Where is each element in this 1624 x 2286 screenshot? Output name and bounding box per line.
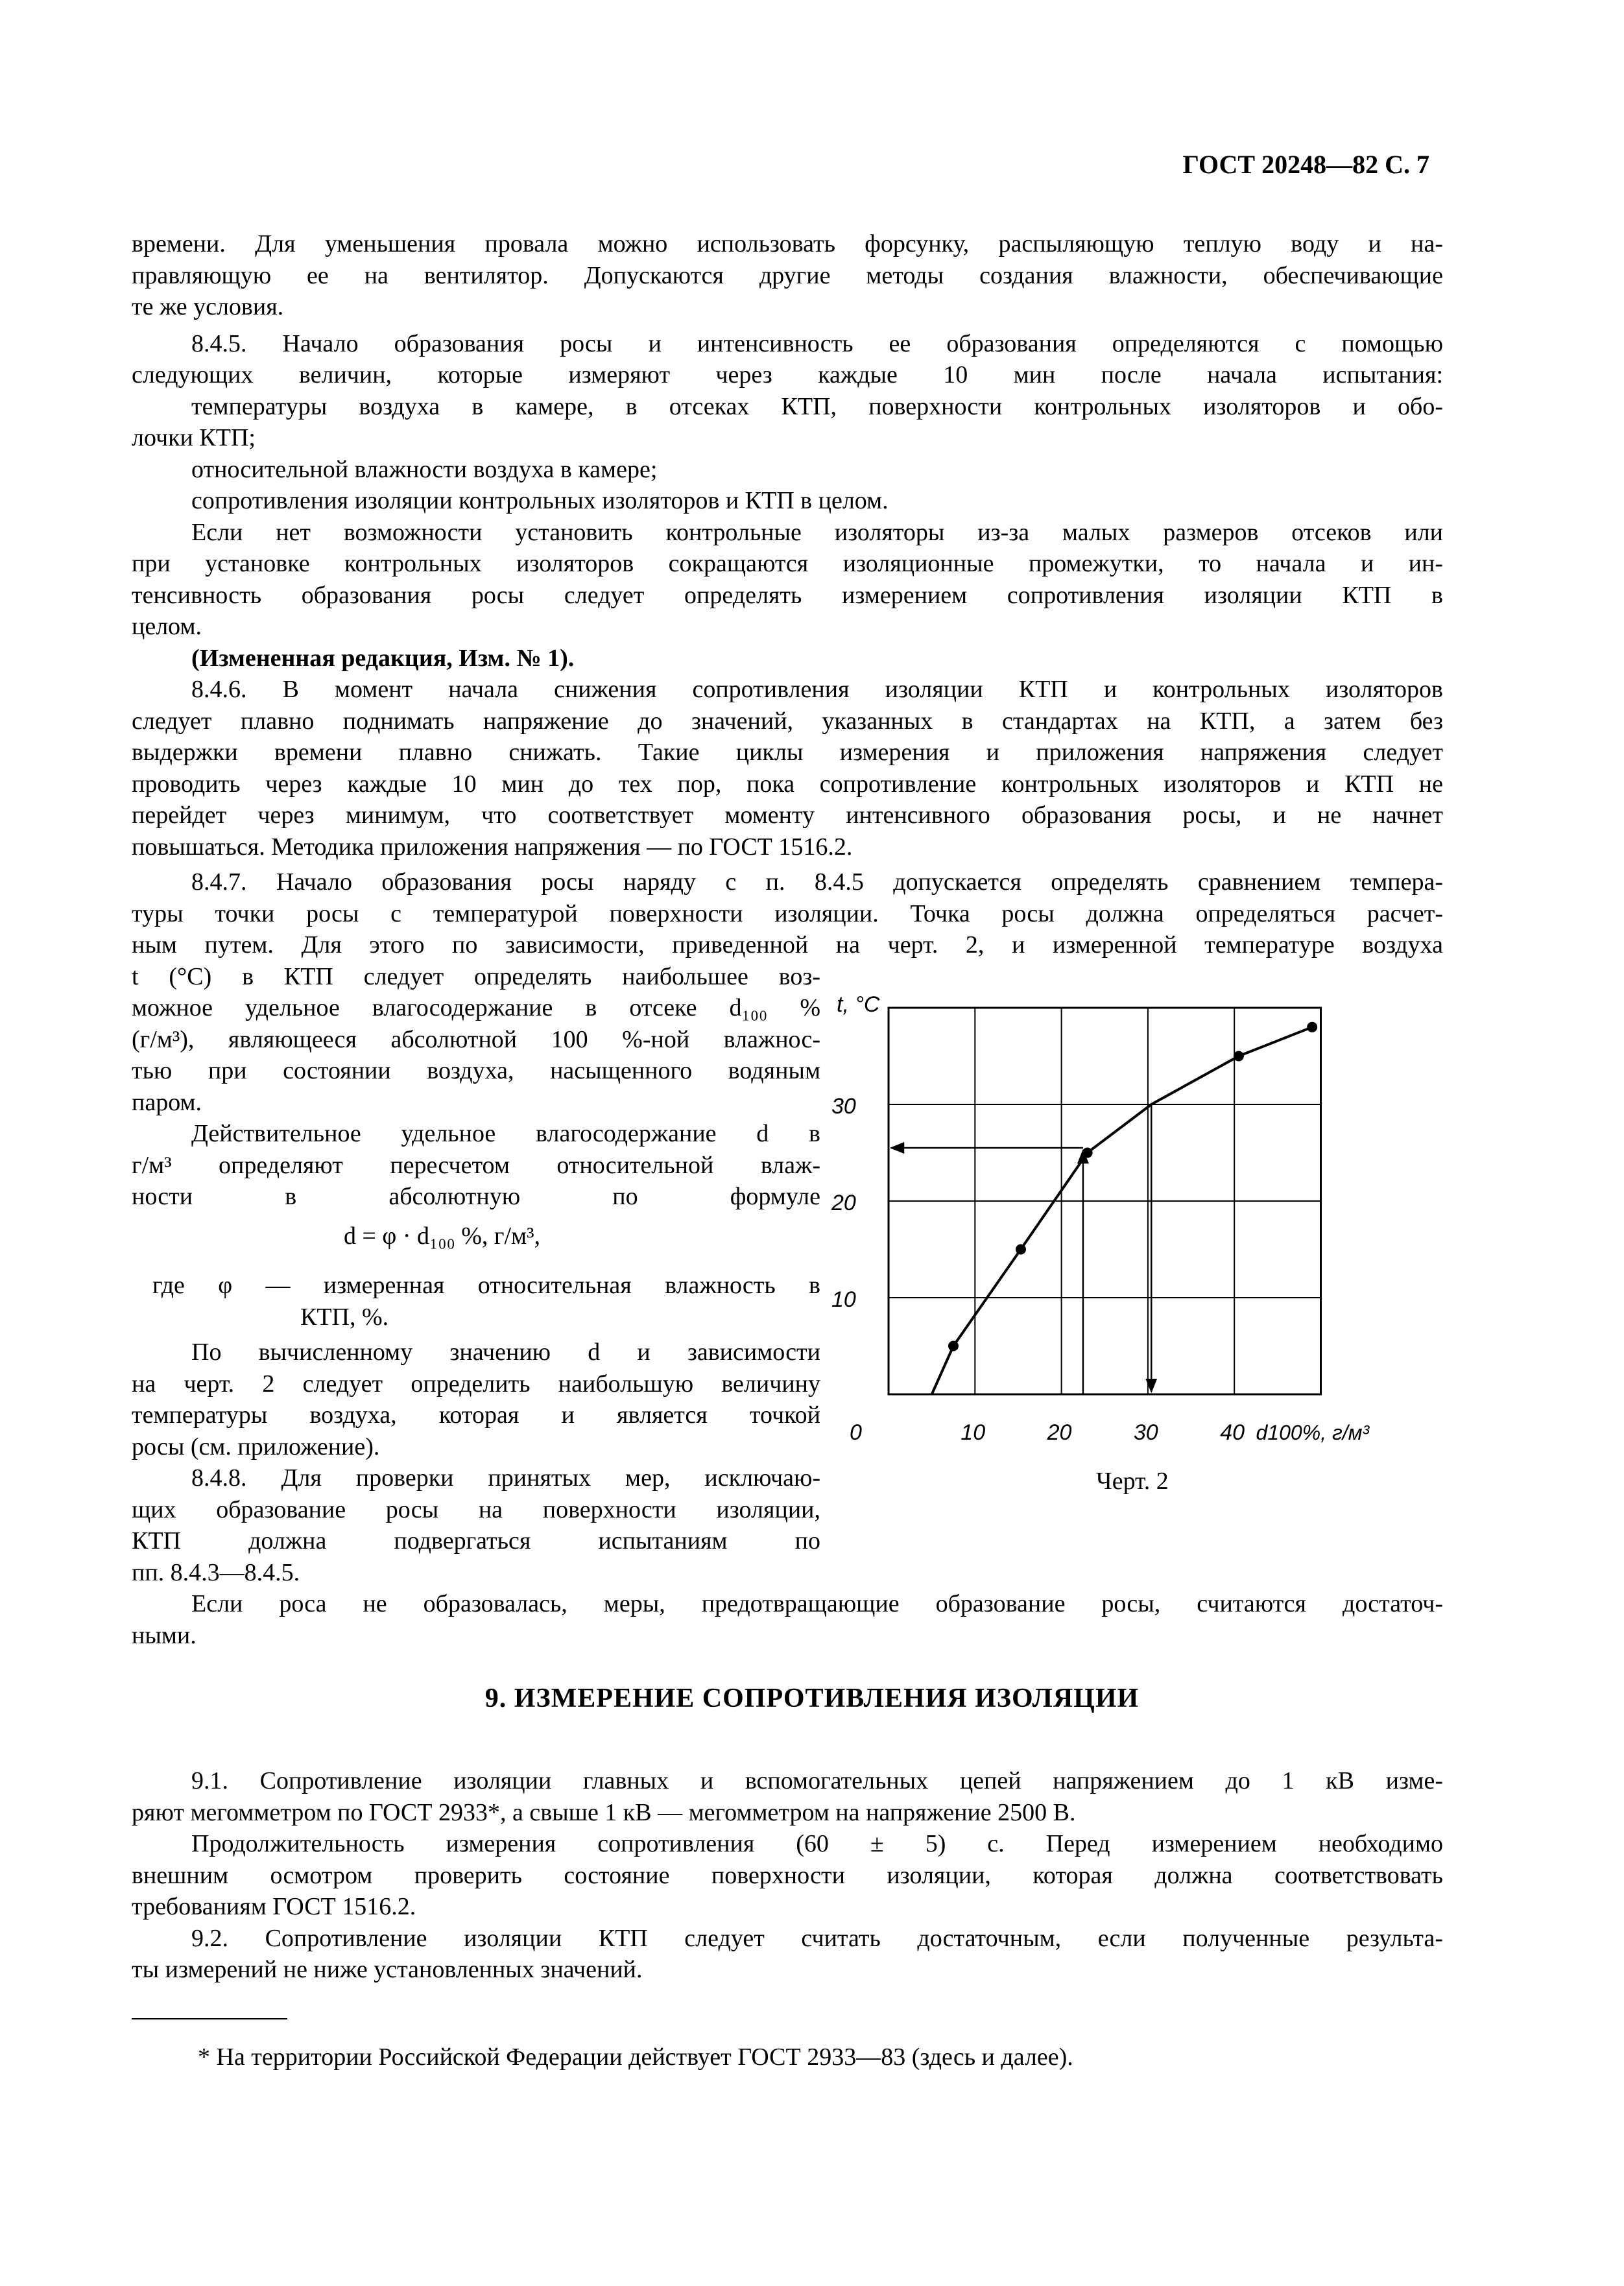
text-line: температуры воздуха в камере, в отсеках КТП, поверхности контрольных изоляторов и обо- xyxy=(191,392,1443,420)
text-line: t (°C) в КТП следует определять наибольшее воз- xyxy=(132,962,820,990)
x-tick-label: 40 xyxy=(1220,1420,1245,1445)
text-line: сопротивления изоляции контрольных изоляторов и КТП в целом. xyxy=(191,487,889,514)
curve-line xyxy=(932,1027,1313,1394)
text-line: ными. xyxy=(132,1621,197,1649)
footnote-rule xyxy=(132,2018,287,2019)
amendment-note: (Измененная редакция, Изм. № 1). xyxy=(191,644,575,672)
text-line: лочки КТП; xyxy=(132,424,256,451)
dew-point-chart xyxy=(824,979,1453,1472)
text-line: Если роса не образовалась, меры, предотвращающие образование росы, считаются достаточ- xyxy=(191,1590,1443,1617)
text-line: 8.4.7. Начало образования росы наряду с п. 8.4.5 допускается определять сравнением темпера- xyxy=(191,868,1443,896)
text-line: ты измерений не ниже установленных значений. xyxy=(132,1956,643,1983)
text-line: внешним осмотром проверить состояние поверхности изоляции, которая должна соответствовать xyxy=(132,1861,1443,1889)
x-tick-label: 30 xyxy=(1133,1420,1158,1445)
text-line: 9.2. Сопротивление изоляции КТП следует считать достаточным, если полученные результа- xyxy=(191,1924,1443,1952)
text-line: КТП, %. xyxy=(300,1303,389,1331)
text-line: перейдет через минимум, что соответствует моменту интенсивного образования росы, и не начнет xyxy=(132,802,1443,829)
text-line: пп. 8.4.3—8.4.5. xyxy=(132,1558,300,1586)
x-axis-label: d100%, г/м³ xyxy=(1256,1421,1370,1444)
text-line: Продолжительность измерения сопротивления (60 ± 5) с. Перед измерением необходимо xyxy=(191,1830,1443,1857)
text-line: щих образование росы на поверхности изоляции, xyxy=(132,1495,820,1523)
text-line: повышаться. Методика приложения напряжения — по ГОСТ 1516.2. xyxy=(132,833,853,861)
text-line: на черт. 2 следует определить наибольшую величину xyxy=(132,1370,820,1398)
text-line: Если нет возможности установить контрольные изоляторы из-за малых размеров отсеков или xyxy=(191,518,1443,546)
text-line: паром. xyxy=(132,1088,202,1116)
text-line: выдержки времени плавно снижать. Такие циклы измерения и приложения напряжения следует xyxy=(132,739,1443,766)
text-line: требованиям ГОСТ 1516.2. xyxy=(132,1893,416,1920)
x-tick-label: 0 xyxy=(850,1420,862,1445)
page-header: ГОСТ 20248—82 С. 7 xyxy=(1182,150,1429,179)
formula: d = φ · d₁₀₀ %, г/м³, xyxy=(344,1222,540,1250)
text-line: г/м³ определяют пересчетом относительной влаж- xyxy=(132,1151,820,1179)
text-line: росы (см. приложение). xyxy=(132,1433,380,1460)
x-tick-label: 10 xyxy=(961,1420,986,1445)
data-point xyxy=(1234,1051,1244,1062)
text-line: ным путем. Для этого по зависимости, приведенной на черт. 2, и измеренной температуре воздуха xyxy=(132,931,1443,958)
section-title: 9. ИЗМЕРЕНИЕ СОПРОТИВЛЕНИЯ ИЗОЛЯЦИИ xyxy=(484,1684,1140,1713)
text-line: 8.4.8. Для проверки принятых мер, исключаю- xyxy=(191,1464,820,1492)
text-line: ряют мегомметром по ГОСТ 2933*, а свыше 1 кВ — мегомметром на напряжение 2500 В. xyxy=(132,1798,1076,1826)
text-line: можное удельное влагосодержание в отсеке d₁₀₀ % xyxy=(132,994,820,1021)
text-line: правляющую ее на вентилятор. Допускаются другие методы создания влажности, обеспечивающие xyxy=(132,261,1443,289)
text-line: целом. xyxy=(132,613,202,640)
text-line: 8.4.5. Начало образования росы и интенсивность ее образования определяются с помощью xyxy=(191,329,1443,357)
data-point xyxy=(948,1341,959,1351)
text-line: По вычисленному значению d и зависимости xyxy=(191,1339,820,1366)
text-line: относительной влажности воздуха в камере; xyxy=(191,455,658,483)
y-tick-label: 10 xyxy=(831,1287,856,1312)
data-point xyxy=(1307,1022,1317,1032)
text-line: туры точки росы с температурой поверхности изоляции. Точка росы должна определяться расчет- xyxy=(132,899,1443,927)
text-line: 8.4.6. В момент начала снижения сопротивления изоляции КТП и контрольных изоляторов xyxy=(191,676,1443,703)
text-line: температуры воздуха, которая и является точкой xyxy=(132,1401,820,1429)
text-line: ности в абсолютную по формуле xyxy=(132,1183,820,1210)
y-axis-label: t, °C xyxy=(837,992,880,1017)
text-line: тенсивность образования росы следует определять измерением сопротивления изоляции КТП в xyxy=(132,581,1443,609)
text-line: следует плавно поднимать напряжение до значений, указанных в стандартах на КТП, а затем без xyxy=(132,707,1443,735)
text-line: Действительное удельное влагосодержание d в xyxy=(191,1120,820,1147)
y-tick-label: 20 xyxy=(831,1191,856,1215)
footnote: * На территории Российской Федерации действует ГОСТ 2933—83 (здесь и далее). xyxy=(198,2043,1073,2071)
text-line: 9.1. Сопротивление изоляции главных и вспомогательных цепей напряжением до 1 кВ изме- xyxy=(191,1767,1443,1794)
y-tick-label: 30 xyxy=(831,1094,856,1119)
text-line: где φ — измеренная относительная влажность в xyxy=(152,1272,820,1299)
text-line: при установке контрольных изоляторов сокращаются изоляционные промежутки, то начала и ин- xyxy=(132,550,1443,577)
text-line: проводить через каждые 10 мин до тех пор, пока сопротивление контрольных изоляторов и КТП не xyxy=(132,770,1443,798)
text-line: тью при состоянии воздуха, насыщенного водяным xyxy=(132,1057,820,1084)
figure-caption: Черт. 2 xyxy=(1096,1468,1169,1495)
text-line: те же условия. xyxy=(132,293,284,320)
text-line: (г/м³), являющееся абсолютной 100 %-ной влажнос- xyxy=(132,1025,820,1053)
x-tick-label: 20 xyxy=(1047,1420,1072,1445)
text-line: следующих величин, которые измеряют через каждые 10 мин после начала испытания: xyxy=(132,361,1443,388)
data-point xyxy=(1016,1244,1026,1255)
text-line: КТП должна подвергаться испытаниям по xyxy=(132,1527,820,1554)
text-line: времени. Для уменьшения провала можно использовать форсунку, распыляющую теплую воду и на- xyxy=(132,230,1443,257)
